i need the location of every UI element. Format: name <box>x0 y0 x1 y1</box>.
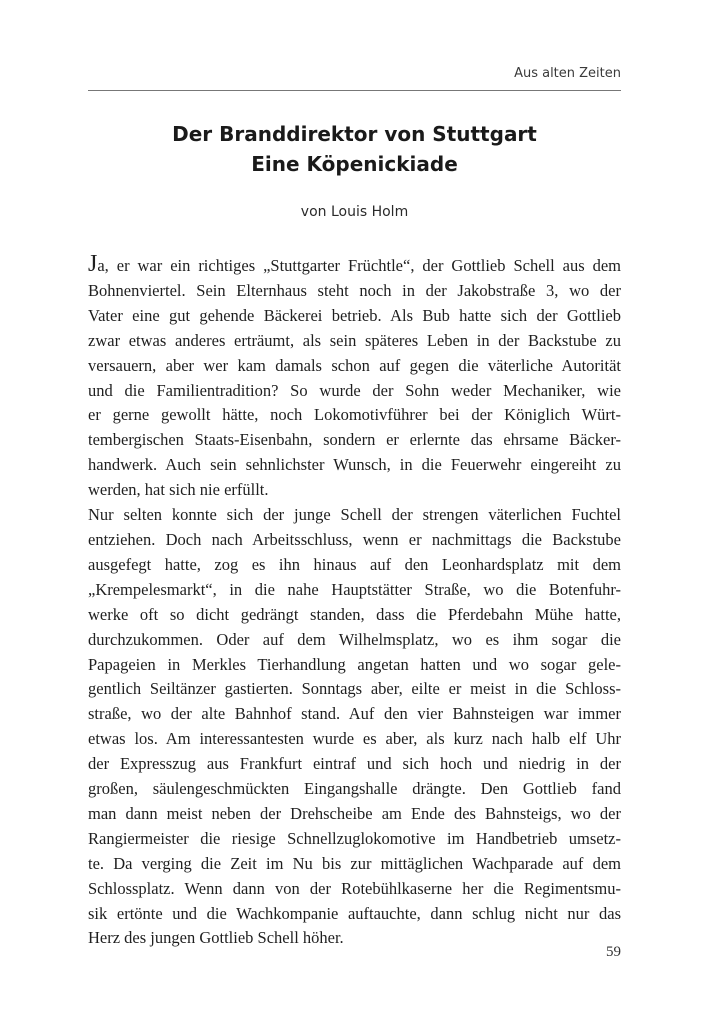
text-line <box>88 902 621 927</box>
text-line <box>88 428 621 453</box>
article-body <box>88 252 621 951</box>
line-text: etwas los. Am interessantesten wurde es aber, als kurz nach halb elf Uhr <box>88 729 621 749</box>
line-text: werden, hat sich nie erfüllt. <box>88 480 269 500</box>
line-text: sik ertönte und die Wachkompanie auftauchte, dann schlug nicht nur das <box>88 903 621 923</box>
line-text: der Expresszug aus Frankfurt eintraf und sich hoch und niedrig in der <box>88 754 621 774</box>
line-text: großen, säulengeschmückten Eingangshalle drängte. Den Gottlieb fand <box>88 779 621 799</box>
drop-cap: J <box>88 251 98 277</box>
line-text: zwar etwas anderes erträumt, als sein späteres Leben in der Backstube zu <box>88 330 621 350</box>
text-line <box>88 453 621 478</box>
article-title <box>88 119 621 179</box>
text-line <box>88 727 621 752</box>
title-line-2: Eine Köpenickiade <box>251 152 458 176</box>
text-line <box>88 252 621 279</box>
text-line <box>88 279 621 304</box>
text-line <box>88 354 621 379</box>
line-text: Vater eine gut gehende Bäckerei betrieb. Als Bub hatte sich der Gottlieb <box>88 305 621 325</box>
line-text: und die Familientradition? So wurde der Sohn weder Mechaniker, wie <box>88 380 621 400</box>
text-line <box>88 628 621 653</box>
text-line <box>88 379 621 404</box>
text-line <box>88 528 621 553</box>
line-text: handwerk. Auch sein sehnlichster Wunsch, in die Feuerwehr eingereiht zu <box>88 455 621 475</box>
text-line <box>88 802 621 827</box>
line-text: te. Da verging die Zeit im Nu bis zur mittäglichen Wachparade auf dem <box>88 853 621 873</box>
text-line <box>88 752 621 777</box>
text-line <box>88 304 621 329</box>
header-rule <box>88 90 621 91</box>
running-head: Aus alten Zeiten <box>514 66 621 81</box>
paragraph-1 <box>88 252 621 503</box>
text-line <box>88 403 621 428</box>
line-text: Schlossplatz. Wenn dann von der Rotebühlkaserne her die Regimentsmu- <box>88 878 621 898</box>
text-line <box>88 852 621 877</box>
text-line <box>88 777 621 802</box>
line-text: durchzukommen. Oder auf dem Wilhelmsplatz, wo es ihm sogar die <box>88 629 621 649</box>
text-line <box>88 503 621 528</box>
line-text: entziehen. Doch nach Arbeitsschluss, wenn er nachmittags die Backstube <box>88 529 621 549</box>
line-text: a, er war ein richtiges „Stuttgarter Früchtle“, der Gottlieb Schell aus dem <box>97 256 621 275</box>
line-text: ausgefegt hatte, zog es ihn hinaus auf den Leonhardsplatz mit dem <box>88 554 621 574</box>
text-line <box>88 578 621 603</box>
text-line <box>88 702 621 727</box>
byline: von Louis Holm <box>300 204 409 220</box>
text-line <box>88 677 621 702</box>
text-line <box>88 329 621 354</box>
line-text: Herz des jungen Gottlieb Schell höher. <box>88 928 344 948</box>
line-text: werke oft so dicht gedrängt standen, dass die Pferdebahn Mühe hatte, <box>88 604 621 624</box>
line-text: Rangiermeister die riesige Schnellzuglokomotive im Handbetrieb umsetz- <box>88 828 621 848</box>
text-line <box>88 553 621 578</box>
line-text: versauern, aber wer kam damals schon auf gegen die väterliche Autorität <box>88 355 621 375</box>
line-text: gentlich Seiltänzer gastierten. Sonntags aber, eilte er meist in die Schloss- <box>88 679 621 699</box>
page-number: 59 <box>606 944 621 960</box>
title-line-1: Der Branddirektor von Stuttgart <box>172 122 537 146</box>
line-text: straße, wo der alte Bahnhof stand. Auf den vier Bahnsteigen war immer <box>88 704 621 724</box>
line-text: „Krempelesmarkt“, in die nahe Hauptstätter Straße, wo die Botenfuhr- <box>88 579 621 599</box>
text-line <box>88 877 621 902</box>
text-line <box>88 603 621 628</box>
paragraph-2 <box>88 503 621 951</box>
line-text: Papageien in Merkles Tierhandlung angetan hatten und wo sogar gele- <box>88 654 621 674</box>
text-line <box>88 653 621 678</box>
text-line <box>88 926 621 951</box>
line-text: tembergischen Staats-Eisenbahn, sondern er erlernte das ehrsame Bäcker- <box>88 430 621 450</box>
text-line <box>88 827 621 852</box>
text-line <box>88 478 621 503</box>
line-text: Bohnenviertel. Sein Elternhaus steht noch in der Jakobstraße 3, wo der <box>88 280 621 300</box>
line-text: man dann meist neben der Drehscheibe am Ende des Bahnsteigs, wo der <box>88 803 621 823</box>
line-text: Nur selten konnte sich der junge Schell der strengen väterlichen Fuchtel <box>88 505 621 525</box>
line-text: er gerne gewollt hätte, noch Lokomotivführer bei der Königlich Würt- <box>88 405 621 425</box>
